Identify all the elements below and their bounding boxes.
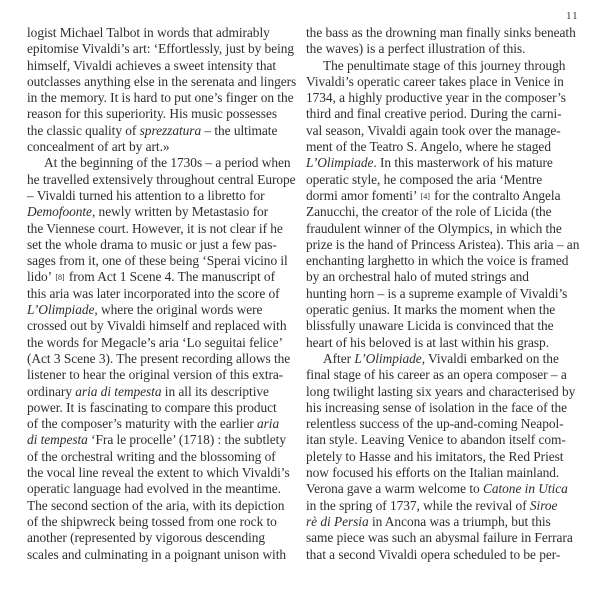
text-line bbox=[306, 204, 578, 220]
italic-title: rè di Persia bbox=[306, 513, 369, 529]
text-run: listener to hear the original version of this extra- bbox=[27, 367, 284, 383]
text-run: set the whole drama to music or just a few pas- bbox=[27, 236, 277, 252]
text-run: of the shipwreck being tossed from one rock to bbox=[27, 513, 277, 529]
text-line bbox=[27, 416, 299, 432]
text-run: scales and culminating in a poignant unison with bbox=[27, 546, 287, 562]
text-run: that a second Vivaldi opera scheduled to be per- bbox=[306, 546, 561, 562]
text-line bbox=[306, 449, 578, 465]
text-run: operatic style, he composed the aria ‘Mentre bbox=[306, 171, 543, 187]
text-line bbox=[306, 74, 578, 90]
text-line bbox=[27, 25, 299, 41]
text-run: by an orchestral halo of muted strings and bbox=[306, 269, 529, 285]
text-run: of the orchestral writing and the blossoming of bbox=[27, 448, 276, 464]
text-run: the Viennese court. However, it is not clear if he bbox=[27, 220, 283, 236]
text-line bbox=[306, 237, 578, 253]
text-run: this aria was later incorporated into the score of bbox=[27, 285, 280, 301]
text-run: himself, Vivaldi achieves a sweet intensity that bbox=[27, 57, 277, 73]
text-line bbox=[27, 465, 299, 481]
italic-title: L’Olimpiade bbox=[27, 302, 95, 318]
text-run: in all its descriptive bbox=[161, 383, 269, 399]
right-column bbox=[306, 25, 578, 563]
text-run: After bbox=[323, 350, 355, 366]
text-run: enchanting larghetto in which the voice is framed bbox=[306, 253, 569, 269]
text-line bbox=[306, 90, 578, 106]
text-line bbox=[27, 155, 299, 171]
italic-title: aria bbox=[256, 416, 280, 432]
text-line bbox=[306, 172, 578, 188]
text-run: the waves) is a perfect illustration of this. bbox=[306, 41, 526, 57]
text-run: final stage of his career as an opera composer – a bbox=[306, 367, 567, 383]
text-run: relentless success of the up-and-coming Neapol- bbox=[306, 416, 564, 432]
text-run: of the composer’s maturity with the earlier bbox=[27, 416, 257, 432]
italic-title: aria di tempesta bbox=[75, 383, 162, 399]
text-line bbox=[27, 221, 299, 237]
text-line bbox=[27, 90, 299, 106]
text-run: pletely to Hasse and his imitators, the Red Priest bbox=[306, 448, 564, 464]
text-line bbox=[27, 58, 299, 74]
text-run: prize is the hand of Princess Aristea). This aria – an bbox=[306, 236, 580, 252]
text-line bbox=[306, 400, 578, 416]
text-run: operatic genius. It marks the moment when the bbox=[306, 302, 556, 318]
text-run: in the spring of 1737, while the revival of bbox=[306, 497, 530, 513]
text-run: another (represented by vigorous descending bbox=[27, 530, 266, 546]
text-line bbox=[27, 302, 299, 318]
text-run: epitomise Vivaldi’s art: ‘Effortlessly, just by being bbox=[27, 41, 295, 57]
text-line bbox=[306, 302, 578, 318]
italic-title: Siroe bbox=[529, 497, 558, 513]
text-line bbox=[306, 318, 578, 334]
text-run: , newly written by Metastasio for bbox=[91, 204, 269, 220]
italic-title: sprezzatura bbox=[139, 122, 202, 138]
track-reference: [4] bbox=[420, 191, 430, 201]
text-line bbox=[27, 547, 299, 563]
text-run: from Act 1 Scene 4. The manuscript of bbox=[65, 269, 275, 285]
text-line bbox=[306, 58, 578, 74]
text-line bbox=[306, 465, 578, 481]
text-run: lido’ bbox=[27, 269, 55, 285]
text-run: outclasses anything else in the serenata and lingers bbox=[27, 73, 297, 89]
text-run: same piece was such an abysmal failure in Ferrara bbox=[306, 530, 573, 546]
text-run: in the memory. It is hard to put one’s finger on the bbox=[27, 90, 294, 106]
text-line bbox=[306, 547, 578, 563]
text-run: the classic quality of bbox=[27, 122, 140, 138]
text-line bbox=[27, 139, 299, 155]
text-run: . In this masterwork of his mature bbox=[373, 155, 553, 171]
text-line bbox=[27, 498, 299, 514]
text-line bbox=[27, 384, 299, 400]
text-line bbox=[306, 106, 578, 122]
text-line bbox=[306, 269, 578, 285]
italic-title: Demofoonte bbox=[27, 204, 92, 220]
text-run: reason for this superiority. His music possesses bbox=[27, 106, 278, 122]
text-line bbox=[27, 530, 299, 546]
text-run: The penultimate stage of this journey through bbox=[323, 57, 566, 73]
text-run: in Ancona was a triumph, but this bbox=[368, 513, 551, 529]
text-run: blissfully unaware Licida is convinced that the bbox=[306, 318, 554, 334]
text-line bbox=[27, 367, 299, 383]
text-line bbox=[306, 286, 578, 302]
text-run: hunting horn – is a supreme example of Vivaldi’s bbox=[306, 285, 568, 301]
text-run: ‘Fra le procelle’ (1718) : the subtlety bbox=[87, 432, 287, 448]
text-line bbox=[306, 335, 578, 351]
text-line bbox=[27, 204, 299, 220]
text-run: third and final creative period. During the carni- bbox=[306, 106, 562, 122]
text-run: for the contralto Angela bbox=[430, 187, 561, 203]
text-run: val season, Vivaldi again took over the manage- bbox=[306, 122, 561, 138]
text-line bbox=[27, 449, 299, 465]
text-run: concealment of art by art.» bbox=[27, 139, 170, 155]
text-run: (Act 3 Scene 3). The present recording allows the bbox=[27, 350, 291, 366]
text-line bbox=[306, 384, 578, 400]
left-column bbox=[27, 25, 299, 563]
text-line bbox=[27, 188, 299, 204]
text-line bbox=[306, 253, 578, 269]
text-line bbox=[27, 351, 299, 367]
text-run: ordinary bbox=[27, 383, 76, 399]
text-line bbox=[306, 25, 578, 41]
text-line bbox=[27, 286, 299, 302]
text-line bbox=[27, 335, 299, 351]
text-line bbox=[27, 432, 299, 448]
text-run: dormi amor fomenti’ bbox=[306, 187, 420, 203]
track-reference: [8] bbox=[55, 273, 65, 283]
text-run: itan style. Leaving Venice to abandon itself com- bbox=[306, 432, 566, 448]
text-line bbox=[27, 123, 299, 139]
text-line bbox=[306, 530, 578, 546]
text-line bbox=[27, 106, 299, 122]
text-line bbox=[306, 514, 578, 530]
text-line bbox=[306, 351, 578, 367]
text-run: his increasing sense of isolation in the face of the bbox=[306, 399, 568, 415]
text-run: power. It is fascinating to compare this product bbox=[27, 399, 277, 415]
text-run: , Vivaldi embarked on the bbox=[421, 350, 559, 366]
text-run: crossed out by Vivaldi himself and replaced with bbox=[27, 318, 287, 334]
text-line bbox=[27, 237, 299, 253]
text-line bbox=[27, 481, 299, 497]
text-line bbox=[27, 269, 299, 285]
text-line bbox=[27, 400, 299, 416]
text-run: – the ultimate bbox=[201, 122, 278, 138]
text-line bbox=[306, 155, 578, 171]
text-line bbox=[27, 74, 299, 90]
text-run: now focused his efforts on the Italian mainland. bbox=[306, 465, 560, 481]
text-line bbox=[306, 481, 578, 497]
text-run: the bass as the drowning man finally sinks beneath bbox=[306, 25, 576, 40]
text-run: logist Michael Talbot in words that admirably bbox=[27, 25, 270, 40]
text-line bbox=[306, 416, 578, 432]
text-line bbox=[27, 318, 299, 334]
italic-title: L’Olimpiade bbox=[306, 155, 374, 171]
text-run: Verona gave a warm welcome to bbox=[306, 481, 483, 497]
text-line bbox=[27, 514, 299, 530]
text-line bbox=[306, 188, 578, 204]
text-line bbox=[306, 123, 578, 139]
text-run: Vivaldi’s operatic career takes place in Venice in bbox=[306, 73, 564, 89]
text-line bbox=[306, 221, 578, 237]
text-run: Zanucchi, the creator of the role of Licida (the bbox=[306, 204, 552, 220]
text-run: sages from it, one of these being ‘Sperai vicino il bbox=[27, 253, 288, 269]
text-run: fraudulent winner of the Olympics, in which the bbox=[306, 220, 562, 236]
text-line bbox=[27, 41, 299, 57]
italic-title: di tempesta bbox=[27, 432, 88, 448]
text-run: operatic language had evolved in the meantime. bbox=[27, 481, 281, 497]
text-line bbox=[306, 139, 578, 155]
text-line bbox=[306, 367, 578, 383]
text-run: 1734, a highly productive year in the composer’s bbox=[306, 90, 566, 106]
text-run: The second section of the aria, with its depiction bbox=[27, 497, 285, 513]
text-line bbox=[306, 41, 578, 57]
italic-title: L’Olimpiade bbox=[354, 350, 422, 366]
text-run: he travelled extensively throughout central Europe bbox=[27, 171, 296, 187]
text-run: At the beginning of the 1730s – a period when bbox=[44, 155, 291, 171]
text-run: , where the original words were bbox=[94, 302, 263, 318]
page-number: 11 bbox=[566, 10, 579, 22]
italic-title: Catone in Utica bbox=[482, 481, 568, 497]
text-run: – Vivaldi turned his attention to a libretto for bbox=[27, 187, 265, 203]
text-line bbox=[306, 498, 578, 514]
text-run: ment of the Teatro S. Angelo, where he staged bbox=[306, 139, 551, 155]
text-run: the words for Megacle’s aria ‘Lo seguitai felice’ bbox=[27, 334, 283, 350]
text-line bbox=[306, 432, 578, 448]
text-run: heart of his beloved is at last within his grasp. bbox=[306, 334, 550, 350]
text-line bbox=[27, 253, 299, 269]
text-line bbox=[27, 172, 299, 188]
text-run: the vocal line reveal the extent to which Vivaldi’s bbox=[27, 465, 290, 481]
text-run: long twilight lasting six years and characterised by bbox=[306, 383, 576, 399]
